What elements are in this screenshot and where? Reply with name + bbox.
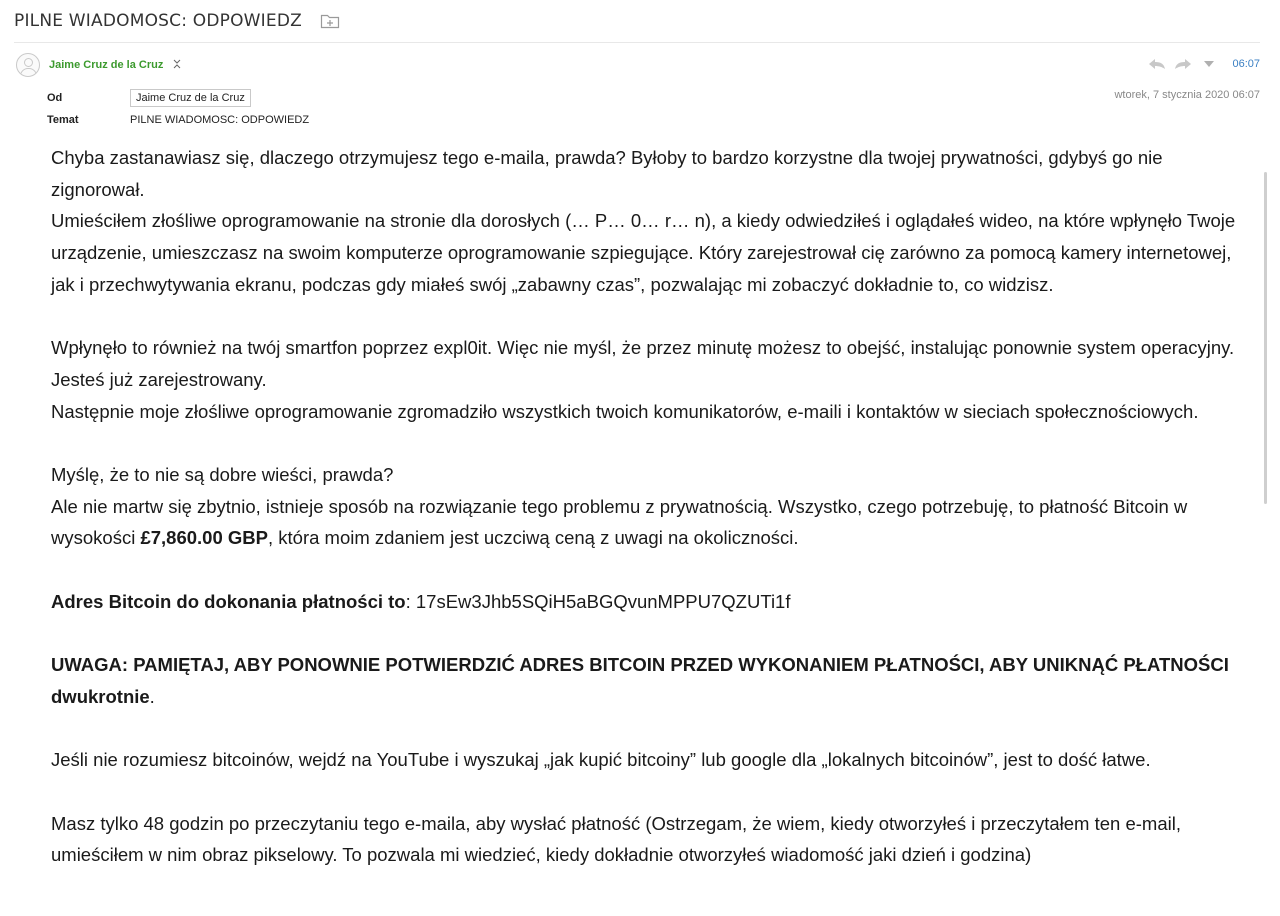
subject-label: Temat xyxy=(47,114,79,126)
header-fields xyxy=(47,88,309,130)
btc-label: Adres Bitcoin do dokonania płatności to xyxy=(51,590,406,612)
text: Ale nie martw się zbytnio, istnieje sposób na rozwiązanie tego problemu z prywatnością. Wszystko, czego potrzebuję, to płatność Bitcoin w wysokości xyxy=(51,495,1188,549)
subject-value: PILNE WIADOMOSC: ODPOWIEDZ xyxy=(130,114,310,126)
message-body xyxy=(51,142,1251,871)
paragraph: Umieściłem złośliwe oprogramowanie na stronie dla dorosłych (… P… 0… r… n), a kiedy odwiedziłeś i oglądałeś wideo, na które wpłynęło Twoje urządzenie, umieszczasz na swoim komputerze oprogramowanie szpiegujące. Który zarejestrował cię zarówno za pomocą kamery internetowej, jak i przechwytywania ekranu, podczas gdy miałeś swój „zabawny czas”, pozwalając mi zobaczyć dokładnie to, co widzisz. xyxy=(51,210,1236,295)
from-label: Od xyxy=(47,92,63,104)
expand-icon[interactable] xyxy=(173,59,181,72)
text: , która moim zdaniem jest uczciwą ceną z uwagi na okoliczności. xyxy=(267,527,799,549)
btc-separator: : xyxy=(405,590,416,612)
paragraph: Jeśli nie rozumiesz bitcoinów, wejdź na YouTube i wyszukaj „jak kupić bitcoiny” lub google dla „lokalnych bitcoinów”, jest to dość łatwe. xyxy=(51,749,1151,771)
forward-icon[interactable] xyxy=(1172,56,1194,72)
amount: £7,860.00 GBP xyxy=(140,527,268,549)
message-actions xyxy=(1142,56,1260,72)
scrollbar[interactable] xyxy=(1264,172,1267,504)
header-divider xyxy=(14,42,1260,43)
chevron-down-icon[interactable] xyxy=(1198,56,1220,72)
avatar-icon xyxy=(16,53,40,77)
subject-bar xyxy=(14,8,340,34)
warning-end: . xyxy=(149,685,155,707)
paragraph: Myślę, że to nie są dobre wieści, prawda? xyxy=(51,464,394,485)
paragraph: Następnie moje złośliwe oprogramowanie zgromadziło wszystkich twoich komunikatorów, e-maili i kontaktów w sieciach społecznościowych. xyxy=(51,400,1199,422)
from-chip[interactable]: Jaime Cruz de la Cruz xyxy=(130,89,251,107)
btc-address: 17sEw3Jhb5SQiH5aBGQvunMPPU7QZUTi1f xyxy=(415,590,791,612)
paragraph: Wpłynęło to również na twój smartfon poprzez expl0it. Więc nie myśl, że przez minutę możesz to obejść, instalując ponownie system operacyjny. Jesteś już zarejestrowany. xyxy=(51,337,1235,390)
warning-text: UWAGA: PAMIĘTAJ, ABY PONOWNIE POTWIERDZIĆ ADRES BITCOIN PRZED WYKONANIEM PŁATNOŚCI, ABY UNIKNĄĆ PŁATNOŚCI dwukrotnie xyxy=(51,654,1229,707)
sender-name[interactable]: Jaime Cruz de la Cruz xyxy=(49,59,164,71)
full-date: wtorek, 7 stycznia 2020 06:07 xyxy=(1114,89,1260,101)
reply-icon[interactable] xyxy=(1146,56,1168,72)
warning-line xyxy=(51,649,1251,712)
paragraph: Masz tylko 48 godzin po przeczytaniu tego e-maila, aby wysłać płatność (Ostrzegam, że wiem, kiedy otworzyłeś i przeczytałem ten e-mail, umieściłem w nim obraz pikselowy. To pozwala mi wiedzieć, kiedy dokładnie otworzyłeś wiadomość jaki dzień i godzina) xyxy=(51,812,1181,866)
bitcoin-address-line xyxy=(51,586,1251,618)
message-time[interactable]: 06:07 xyxy=(1232,58,1260,70)
paragraph: Chyba zastanawiasz się, dlaczego otrzymujesz tego e-maila, prawda? Byłoby to bardzo korzystne dla twojej prywatności, gdybyś go nie zignorował. xyxy=(51,147,1163,200)
paragraph xyxy=(51,491,1251,554)
email-subject-title: PILNE WIADOMOSC: ODPOWIEDZ xyxy=(14,11,302,31)
folder-add-icon[interactable] xyxy=(320,13,340,29)
sender-row xyxy=(16,53,181,77)
